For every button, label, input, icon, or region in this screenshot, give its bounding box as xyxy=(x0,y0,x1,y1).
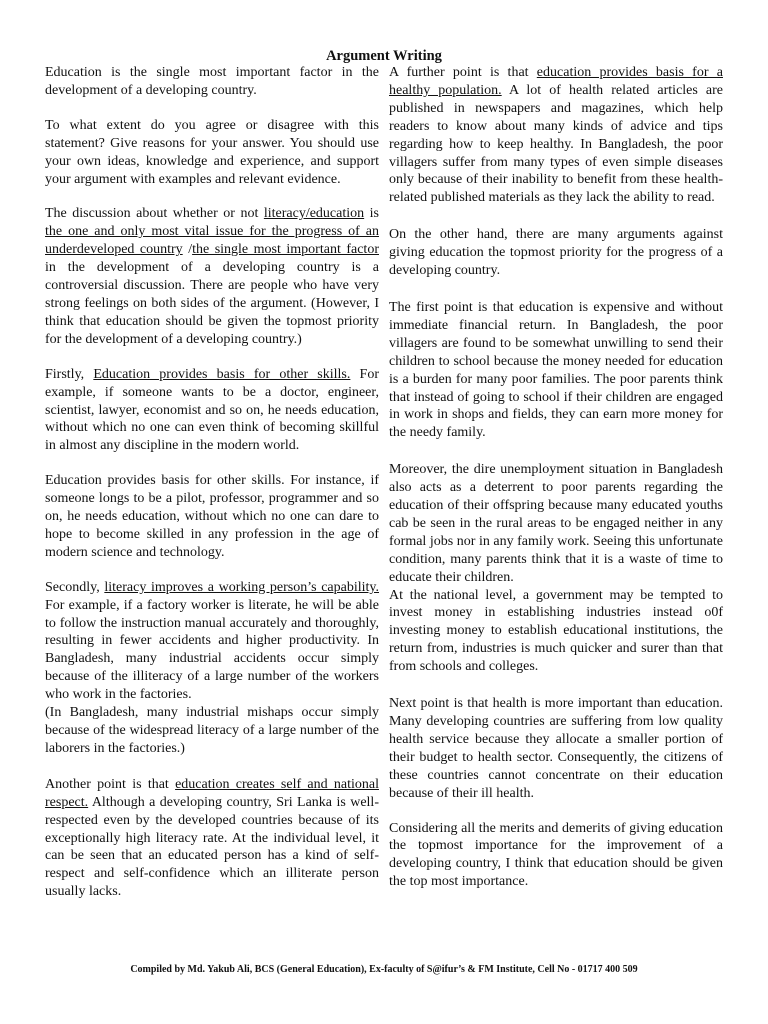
text-span: Firstly, xyxy=(45,366,94,382)
left-column xyxy=(45,64,379,918)
second-point-paragraph xyxy=(45,579,379,704)
fourth-point-paragraph xyxy=(389,64,723,207)
counter-argument-intro: On the other hand, there are many arguments against giving education the topmost priority for the progress of a developing country. xyxy=(389,227,723,279)
text-span: Another point is that xyxy=(45,776,176,792)
text-span: Although a developing country, Sri Lanka is well-respected even by the developed countries because of its exceptionally high literacy rate. At the individual level, it can be seen that an educated person has a kind of self-respect and self-confidence which an illiterate person usually lacks. xyxy=(45,794,379,900)
counter-point-unemployment: Moreover, the dire unemployment situation in Bangladesh also acts as a deterrent to poor parents regarding the education of their offspring because many educated youths cab be seen in the rural areas to be engaged neither in any formal jobs nor in any family work. Seeing this unfortunate condition, many parents think that it is a waste of time to educate their children. xyxy=(389,462,723,585)
counter-point-national: At the national level, a government may be tempted to invest money in establishing industries instead o0f investing money to establish educational institutions, the return from, industries is much quicker and surer than that from schools and colleges. xyxy=(389,587,723,675)
text-span: is xyxy=(364,206,379,222)
text-span: For example, if someone wants to be a doctor, engineer, scientist, lawyer, economist and so on, he needs education, without which no one can even think of becoming skillful in almost any discipline in the modern world. xyxy=(45,366,380,454)
underlined-phrase: Education provides basis for other skills. xyxy=(93,366,351,382)
prompt-statement: Education is the single most important factor in the development of a developing country. xyxy=(45,65,379,98)
counter-point-cost: The first point is that education is expensive and without immediate financial return. In Bangladesh, the poor villagers are found to be somewhat unwilling to send their children to school because the money needed for education is a burden for many poor families. The poor parents think that instead of going to school if their children are engaged in work in shops and fields, they can earn more money for the needy family. xyxy=(389,299,723,441)
first-point-paragraph xyxy=(45,366,379,456)
underlined-phrase: education provides basis for a healthy population. xyxy=(389,65,723,98)
underlined-phrase: the single most important factor xyxy=(192,242,379,258)
text-span: / xyxy=(182,242,193,258)
conclusion-paragraph: Considering all the merits and demerits of giving education the topmost importance for the improvement of a developing country, I think that education should be given the top most importance. xyxy=(389,820,723,890)
second-point-alternative: (In Bangladesh, many industrial mishaps occur simply because of the widespread literacy of a large number of the laborers in the factories.) xyxy=(45,705,379,756)
page-title: Argument Writing xyxy=(326,48,442,64)
text-span: A lot of health related articles are published in newspapers and magazines, which help readers to know about many kinds of advice and tips regarding how to keep healthy. In Bangladesh, the poor villagers suffer from many types of even simple diseases only because of their inability to benefit from these health-related published materials as they lack the ability to read. xyxy=(389,82,723,206)
text-span: The discussion about whether or not xyxy=(45,206,264,222)
third-point-paragraph xyxy=(45,776,379,901)
text-span: in the development of a developing country is a controversial discussion. There are people who have very strong feelings on both sides of the argument. (However, I think that education should be given the topmost priority for the development of a developing country.) xyxy=(45,260,379,347)
footer-credit: Compiled by Md. Yakub Ali, BCS (General Education), Ex-faculty of S@ifur’s & FM Institute, Cell No - 01717 400 509 xyxy=(130,964,638,975)
first-point-alternative: Education provides basis for other skills. For instance, if someone longs to be a pilot, professor, programmer and so on, he needs education, without which no one can dare to hope to become skilled in any profession in the age of modern science and technology. xyxy=(45,473,379,560)
underlined-phrase: literacy improves a working person’s capability. xyxy=(104,579,379,595)
underlined-phrase: education creates self and national respect. xyxy=(45,776,379,810)
underlined-phrase: literacy/education xyxy=(263,206,365,222)
introduction-paragraph xyxy=(45,205,379,348)
underlined-phrase: the one and only most vital issue for the progress of an underdeveloped country xyxy=(45,224,379,258)
text-span: A further point is that xyxy=(389,65,537,80)
counter-point-health: Next point is that health is more important than education. Many developing countries are suffering from low quality health service because they allocate a smaller portion of their budget to health sector. Consequently, the citizens of these countries cannot concentrate on their education because of their ill health. xyxy=(389,696,723,801)
right-column xyxy=(389,64,723,908)
prompt-instructions: To what extent do you agree or disagree with this statement? Give reasons for your answer. You should use your own ideas, knowledge and experience, and support your argument with examples and relevant evidence. xyxy=(45,117,379,187)
text-span: Secondly, xyxy=(45,579,105,595)
text-span: For example, if a factory worker is literate, he will be able to follow the instruction manual accurately and thoroughly, resulting in fewer accidents and higher productivity. In Bangladesh, many industrial accidents occur simply because of the illiteracy of a large number of the workers who work in the factories. xyxy=(45,597,379,703)
